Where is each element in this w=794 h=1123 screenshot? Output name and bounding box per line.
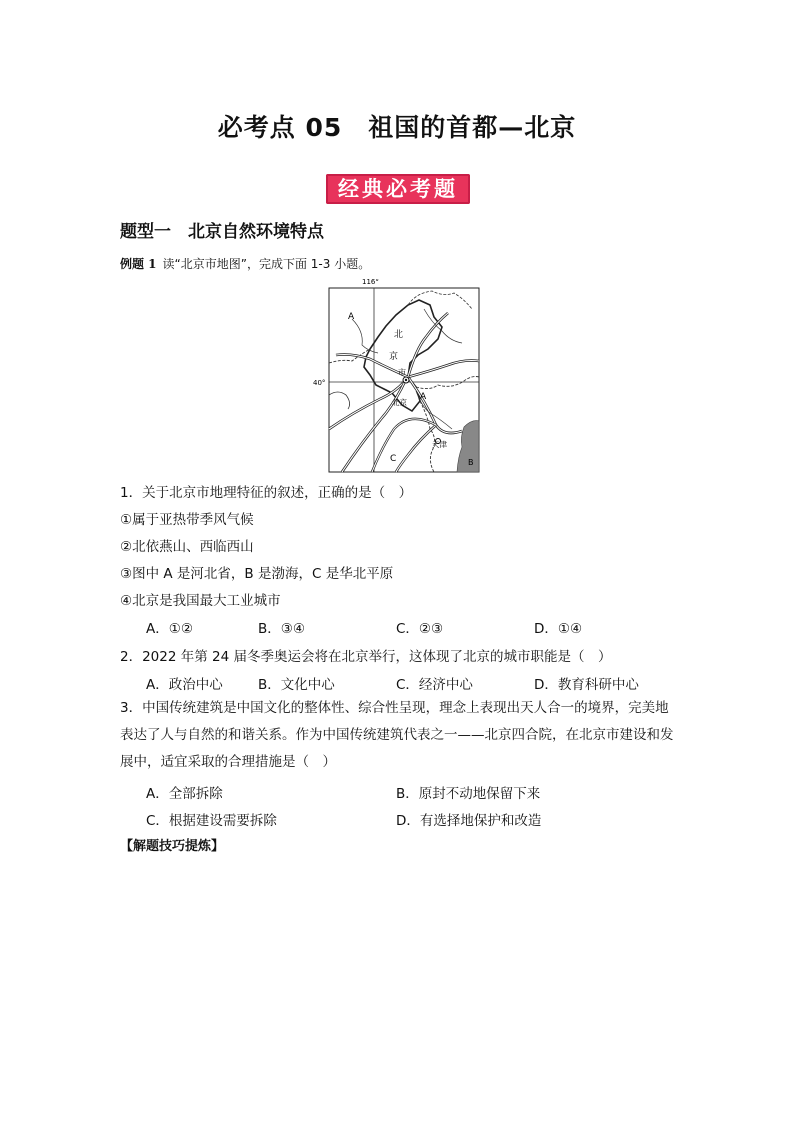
section-heading: 题型一 北京自然环境特点 <box>120 222 324 242</box>
q3-option-a[interactable]: A．全部拆除 <box>146 786 223 802</box>
map-label-c: C <box>390 454 397 464</box>
map-longitude-label: 116° <box>362 279 379 286</box>
example-text: 读“北京市地图”，完成下面 1-3 小题。 <box>162 257 371 271</box>
q1-statement-2: ②北依燕山、西临西山 <box>120 539 254 555</box>
q2-option-c[interactable]: C．经济中心 <box>396 677 473 693</box>
tip-heading: 【解题技巧提炼】 <box>120 839 225 854</box>
page-title: 必考点 05 祖国的首都—北京 <box>217 113 577 142</box>
banner-badge: 经典必考题 <box>326 174 470 204</box>
beijing-map-figure <box>312 279 480 473</box>
map-label-beijing: 北京 <box>392 398 407 407</box>
question-3-stem: 3．中国传统建筑是中国文化的整体性、综合性呈现，理念上表现出天人合一的境界，完美地表达了人与自然的和谐关系。作为中国传统建筑代表之一——北京四合院，在北京市建设和发展中，适宜采取的合理措施是（ ） <box>120 700 674 770</box>
example-intro <box>120 255 370 272</box>
map-label-shi: 市 <box>398 368 406 377</box>
map-label-jing: 京 <box>389 352 399 362</box>
map-label-bei: 北 <box>394 330 404 340</box>
example-label: 例题 1 <box>120 257 157 271</box>
map-latitude-label: 40° <box>313 379 326 387</box>
map-label-a-south: A <box>420 392 427 402</box>
q2-option-d[interactable]: D．教育科研中心 <box>534 677 639 693</box>
q3-option-b[interactable]: B．原封不动地保留下来 <box>396 786 541 802</box>
map-label-a-north: A <box>348 312 355 322</box>
q3-option-d[interactable]: D．有选择地保护和改造 <box>396 813 542 829</box>
q2-option-a[interactable]: A．政治中心 <box>146 677 223 693</box>
q1-statement-1: ①属于亚热带季风气候 <box>120 512 254 528</box>
q1-statement-4: ④北京是我国最大工业城市 <box>120 593 281 609</box>
q2-option-b[interactable]: B．文化中心 <box>258 677 335 693</box>
q3-option-c[interactable]: C．根据建设需要拆除 <box>146 813 277 829</box>
q1-option-a[interactable]: A．①② <box>146 621 193 637</box>
q1-statement-3: ③图中 A 是河北省，B 是渤海，C 是华北平原 <box>120 566 394 582</box>
q1-option-c[interactable]: C．②③ <box>396 621 444 637</box>
map-label-b: B <box>468 458 474 467</box>
question-2-stem: 2．2022 年第 24 届冬季奥运会将在北京举行，这体现了北京的城市职能是（ ） <box>120 649 612 665</box>
q1-option-d[interactable]: D．①④ <box>534 621 583 637</box>
beijing-map <box>312 279 480 473</box>
question-1-stem: 1．关于北京市地理特征的叙述，正确的是（ ） <box>120 485 413 501</box>
q1-option-b[interactable]: B．③④ <box>258 621 305 637</box>
map-label-tianjin: 天津 <box>432 440 447 449</box>
